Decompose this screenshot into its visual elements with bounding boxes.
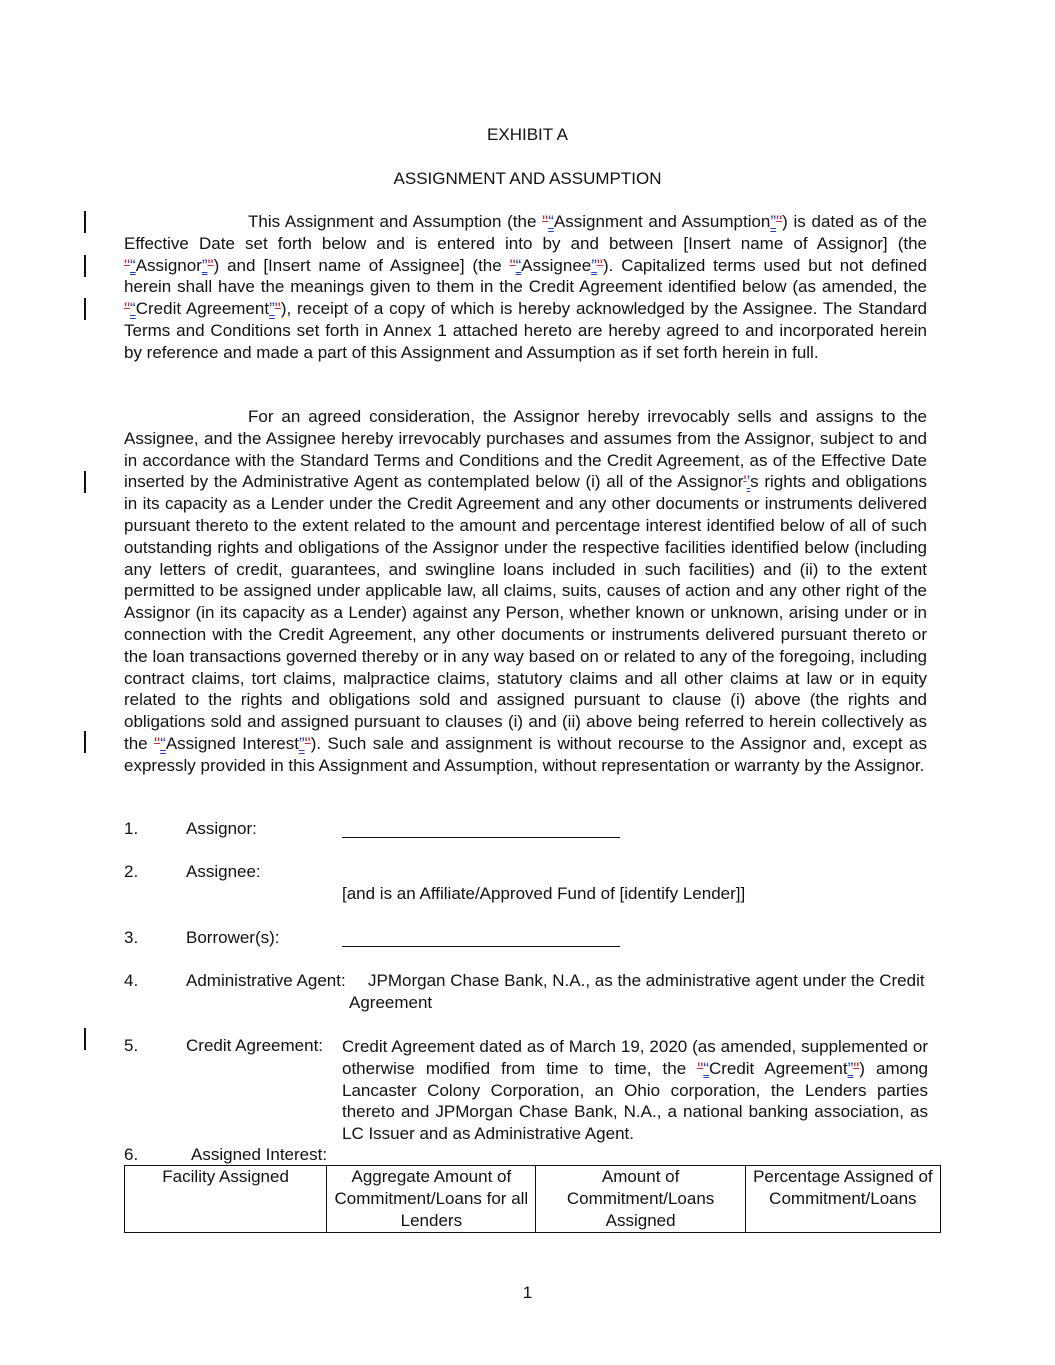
defined-term: Assignor	[135, 255, 202, 275]
item-number: 1.	[124, 819, 139, 838]
credit-agreement-value: Credit Agreement dated as of March 19, 2020 (as amended, supplemented or otherwise modified from time to time, the "“Credit Agreement”") among Lancaster Colony Corporation, an Ohio corporation, the Lenders parties thereto and JPMorgan Chase Bank, N.A., a national banking association, as LC Issuer and as Administrative Agent.	[342, 1037, 928, 1144]
defined-term: Assigned Interest	[165, 733, 299, 753]
item-number: 6.	[124, 1145, 139, 1164]
assignee-affiliate-note: [and is an Affiliate/Approved Fund of [identify Lender]]	[342, 884, 746, 903]
column-header-amount-assigned: Amount of Commitment/Loans Assigned	[536, 1166, 745, 1233]
assignor-label: Assignor:	[186, 819, 257, 838]
administrative-agent-label: Administrative Agent:	[186, 971, 346, 990]
column-header-aggregate-amount: Aggregate Amount of Commitment/Loans for all Lenders	[327, 1166, 536, 1233]
assignee-label: Assignee:	[186, 862, 261, 881]
administrative-agent-value-cont: Agreement	[349, 993, 433, 1012]
assigned-interest-table	[124, 1165, 941, 1233]
administrative-agent-value: JPMorgan Chase Bank, N.A., as the administrative agent under the Credit	[368, 971, 925, 990]
item-number: 4.	[124, 971, 139, 990]
change-bar	[84, 731, 86, 753]
change-bar	[84, 211, 86, 233]
column-header-facility: Facility Assigned	[125, 1166, 327, 1233]
assigned-interest-label: Assigned Interest:	[191, 1145, 328, 1164]
column-header-percentage-assigned: Percentage Assigned of Commitment/Loans	[745, 1166, 940, 1233]
consideration-paragraph: For an agreed consideration, the Assignor hereby irrevocably sells and assigns to the Assignee, and the Assignee hereby irrevocably purchases and assumes from the Assignor, subject to and in accordance with the Standard Terms and Conditions and the Credit Agreement, as of the Effective Date inserted by the Administrative Agent as contemplated below (i) all of the Assignor'’s rights and obligations in its capacity as a Lender under the Credit Agreement and any other documents or instruments delivered pursuant thereto to the extent related to the amount and percentage interest identified below of all of such outstanding rights and obligations of the Assignor under the respective facilities identified below (including any letters of credit, guarantees, and swingline loans included in such facilities) and (ii) to the extent permitted to be assigned under applicable law, all claims, suits, causes of action and any other right of the Assignor (in its capacity as a Lender) against any Person, whether known or unknown, arising under or in connection with the Credit Agreement, any other documents or instruments delivered pursuant thereto or the loan transactions governed thereby or in any way based on or related to any of the foregoing, including contract claims, tort claims, malpractice claims, statutory claims and all other claims at law or in equity related to the rights and obligations sold and assigned pursuant to clause (i) above (the rights and obligations sold and assigned pursuant to clauses (i) and (ii) above being referred to herein collectively as the "“Assigned Interest”"). Such sale and assignment is without recourse to the Assignor and, except as expressly provided in this Assignment and Assumption, without representation or warranty by the Assignor.	[124, 407, 927, 775]
page-number: 1	[522, 1283, 533, 1302]
defined-term: Assignee	[521, 255, 592, 275]
change-bar	[84, 1028, 86, 1050]
change-bar	[84, 298, 86, 320]
change-bar	[84, 255, 86, 277]
document-title: ASSIGNMENT AND ASSUMPTION	[393, 169, 662, 188]
change-bar	[84, 471, 86, 493]
item-number: 2.	[124, 862, 139, 881]
credit-agreement-label: Credit Agreement:	[186, 1036, 324, 1055]
table-header-row	[125, 1166, 941, 1233]
item-number: 5.	[124, 1036, 139, 1055]
intro-paragraph: This Assignment and Assumption (the "“Assignment and Assumption”") is dated as of the Effective Date set forth below and is entered into by and between [Insert name of Assignor] (the "“Assignor”") and [Insert name of Assignee] (the "“Assignee”"). Capitalized terms used but not defined herein shall have the meanings given to them in the Credit Agreement identified below (as amended, the "“Credit Agreement”"), receipt of a copy of which is hereby acknowledged by the Assignee. The Standard Terms and Conditions set forth in Annex 1 attached hereto are hereby agreed to and incorporated herein by reference and made a part of this Assignment and Assumption as if set forth herein in full.	[124, 212, 928, 362]
exhibit-heading: EXHIBIT A	[487, 125, 568, 144]
defined-term: Credit Agreement	[135, 299, 270, 319]
defined-term: Credit Agreement	[708, 1058, 848, 1078]
item-number: 3.	[124, 928, 139, 947]
borrower-label: Borrower(s):	[186, 928, 280, 947]
assignor-blank-line	[342, 836, 620, 838]
borrower-blank-line	[342, 945, 620, 947]
defined-term: Assignment and Assumption	[553, 212, 771, 231]
